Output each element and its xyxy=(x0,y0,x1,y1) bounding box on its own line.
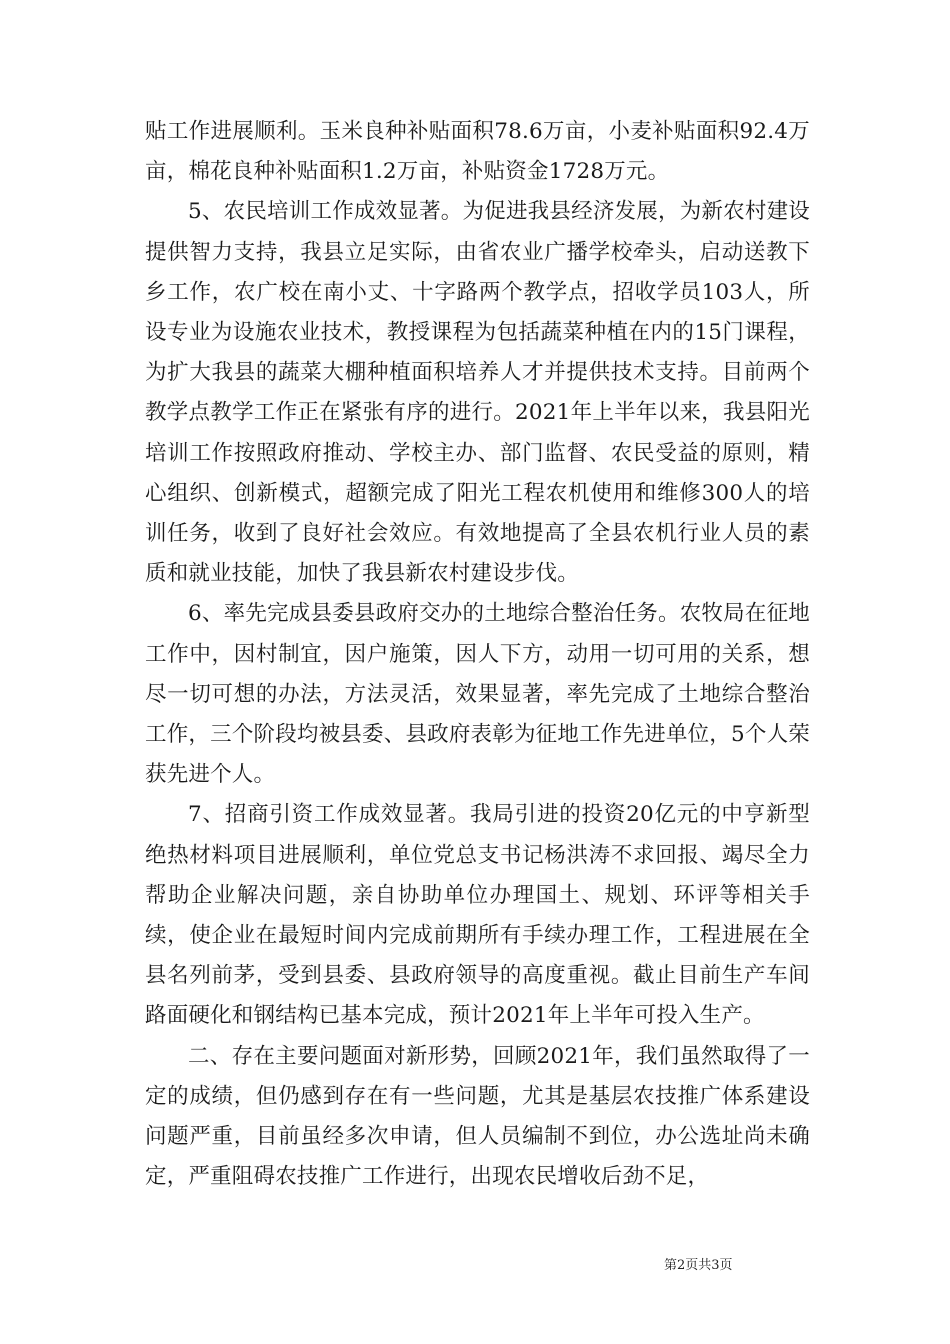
paragraph-item-6: 6、率先完成县委县政府交办的土地综合整治任务。农牧局在征地工作中，因村制宜，因户施策，因人下方，动用一切可用的关系，想尽一切可想的办法，方法灵活，效果显著，率先完成了土地综合整治工作，三个阶段均被县委、县政府表彰为征地工作先进单位，5个人荣获先进个人。 xyxy=(145,601,810,788)
paragraph-continued: 贴工作进展顺利。玉米良种补贴面积78.6万亩，小麦补贴面积92.4万亩，棉花良种补贴面积1.2万亩，补贴资金1728万元。 xyxy=(145,119,810,185)
paragraph-section-2: 二、存在主要问题面对新形势，回顾2021年，我们虽然取得了一定的成绩，但仍感到存在有一些问题，尤其是基层农技推广体系建设问题严重，目前虽经多次申请，但人员编制不到位，办公选址尚未确定，严重阻碍农技推广工作进行，出现农民增收后劲不足， xyxy=(145,1043,810,1190)
document-body xyxy=(145,112,810,1197)
paragraph-item-5: 5、农民培训工作成效显著。为促进我县经济发展，为新农村建设提供智力支持，我县立足实际，由省农业广播学校牵头，启动送教下乡工作，农广校在南小丈、十字路两个教学点，招收学员103人，所设专业为设施农业技术，教授课程为包括蔬菜种植在内的15门课程，为扩大我县的蔬菜大棚种植面积培养人才并提供技术支持。目前两个教学点教学工作正在紧张有序的进行。2021年上半年以来，我县阳光培训工作按照政府推动、学校主办、部门监督、农民受益的原则，精心组织、创新模式，超额完成了阳光工程农机使用和维修300人的培训任务，收到了良好社会效应。有效地提高了全县农机行业人员的素质和就业技能，加快了我县新农村建设步伐。 xyxy=(145,199,810,587)
page-number: 第2页共3页 xyxy=(664,1258,733,1273)
paragraph-item-7: 7、招商引资工作成效显著。我局引进的投资20亿元的中亨新型绝热材料项目进展顺利，单位党总支书记杨洪涛不求回报、竭尽全力帮助企业解决问题，亲自协助单位办理国土、规划、环评等相关手续，使企业在最短时间内完成前期所有手续办理工作，工程进展在全县名列前茅，受到县委、县政府领导的高度重视。截止目前生产车间路面硬化和钢结构已基本完成，预计2021年上半年可投入生产。 xyxy=(145,802,810,1029)
